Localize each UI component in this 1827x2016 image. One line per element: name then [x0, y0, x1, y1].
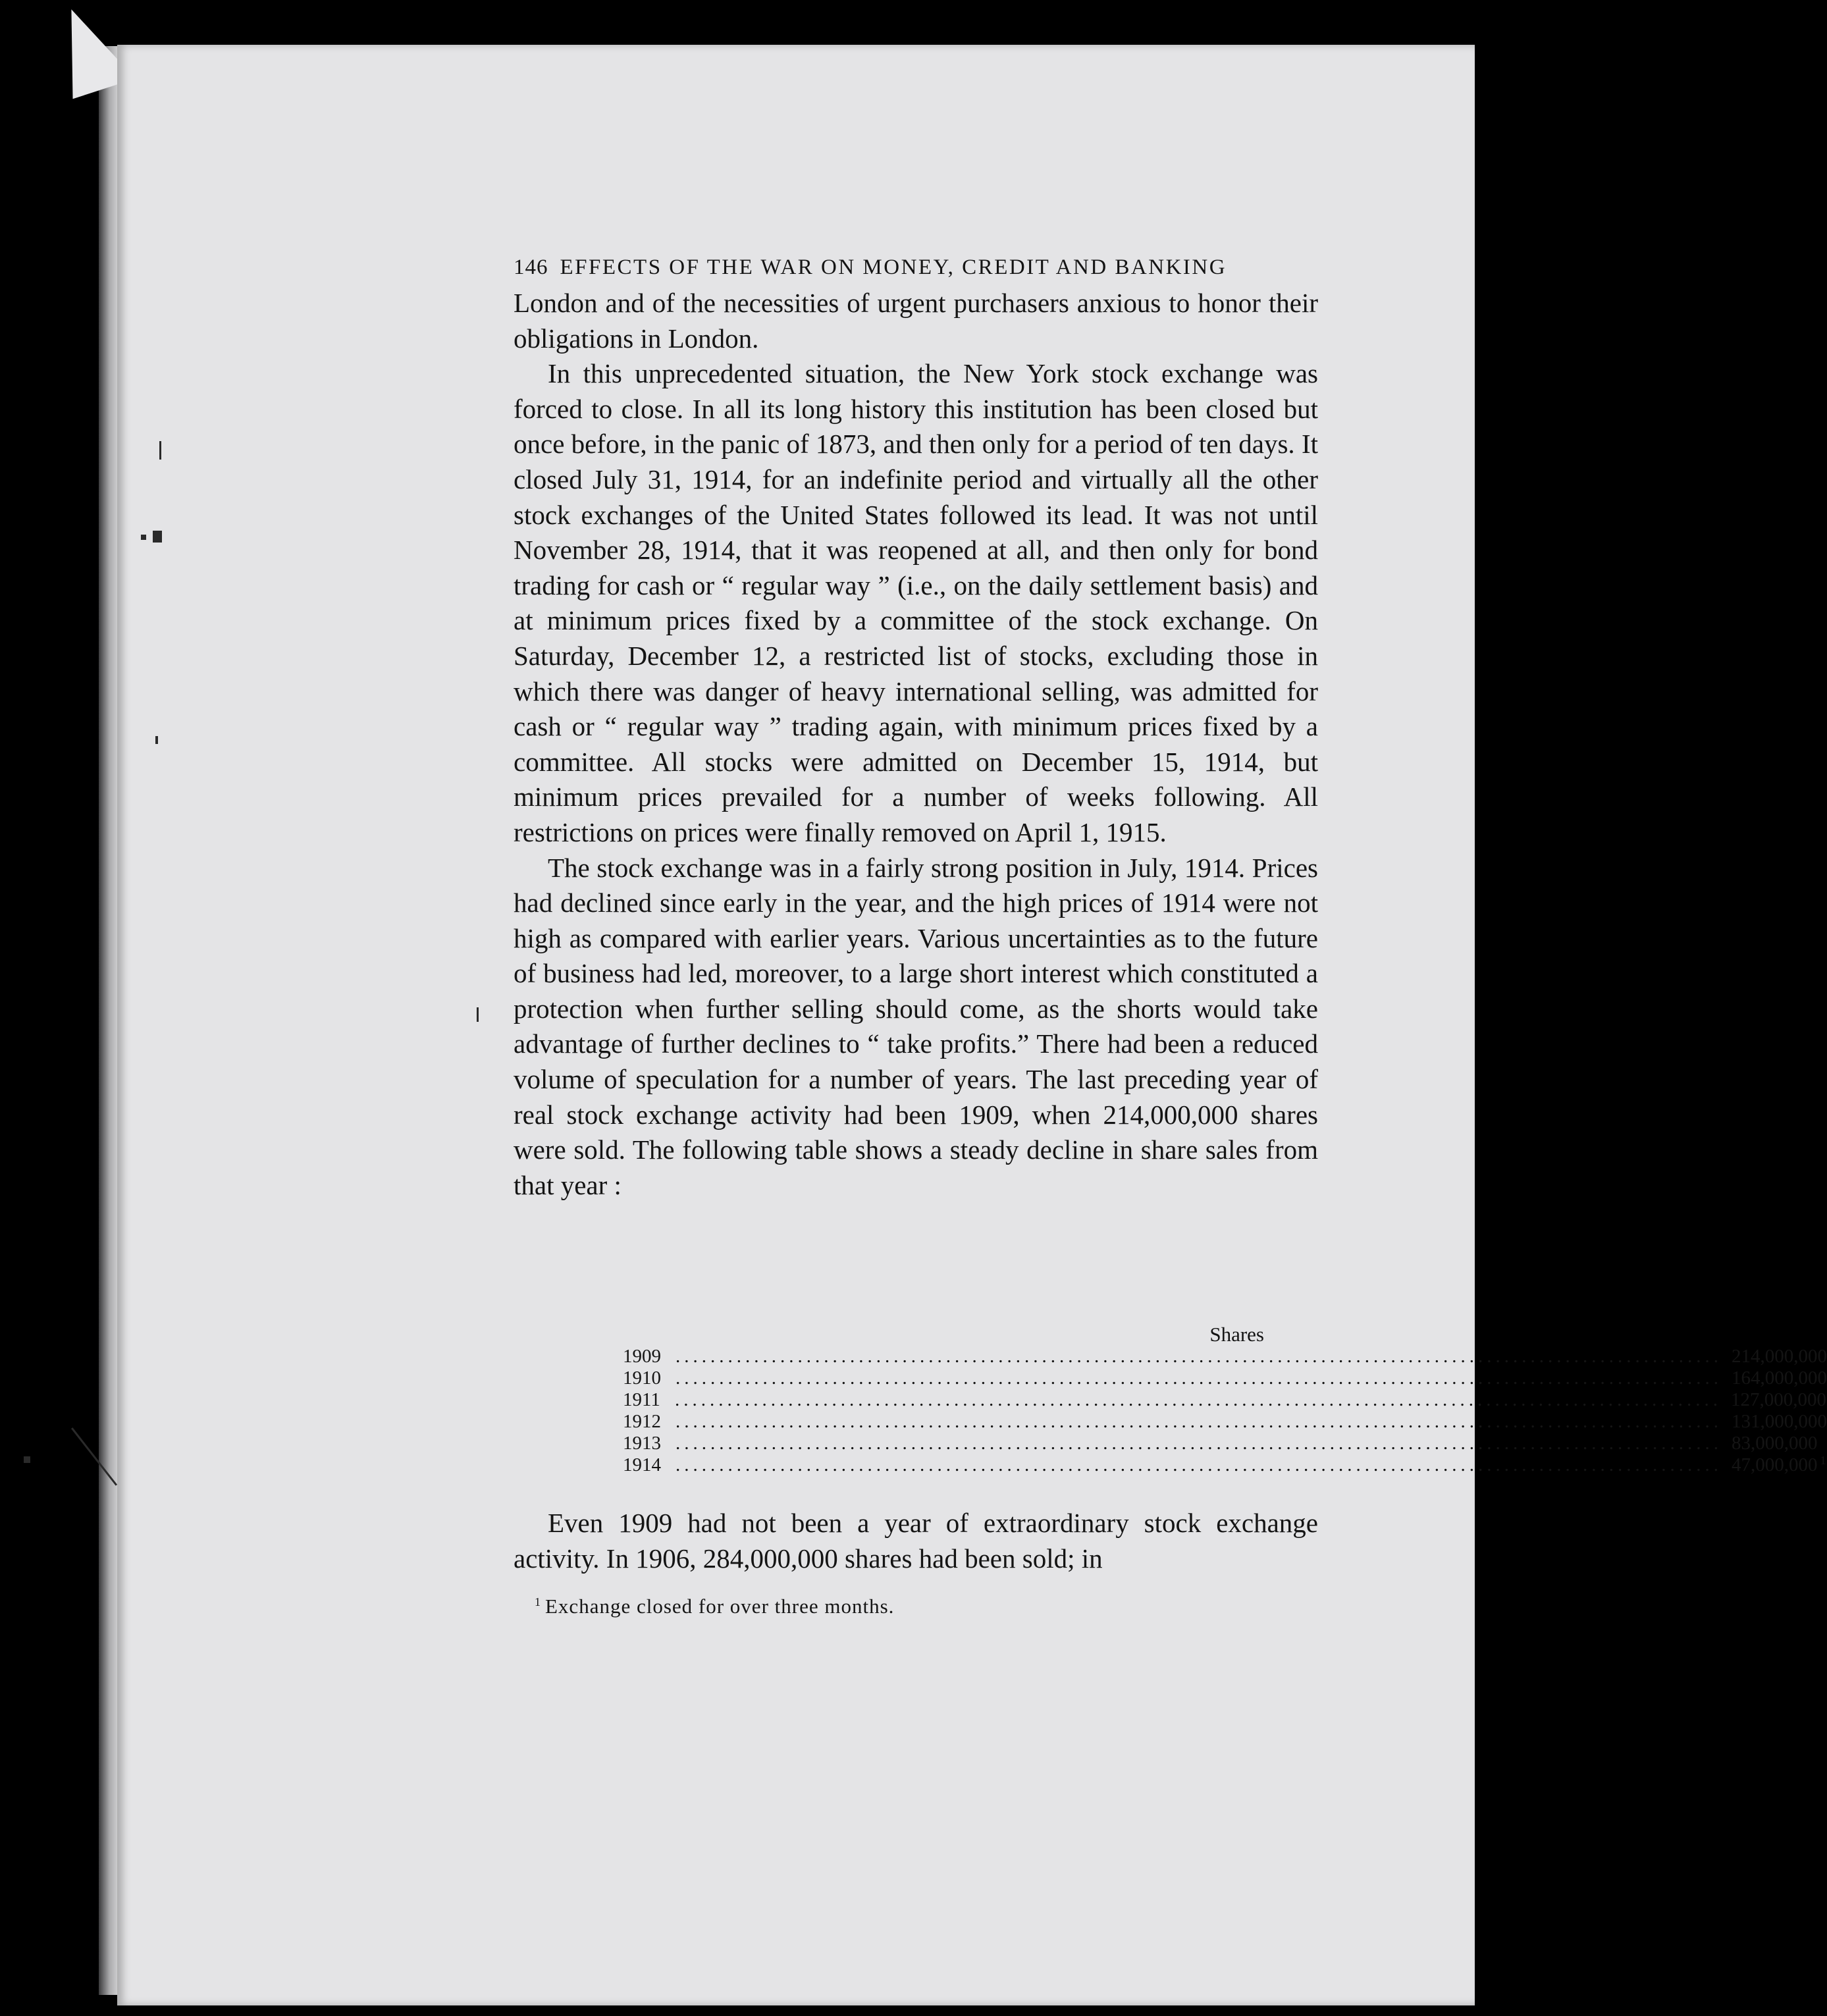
running-head — [514, 249, 1318, 286]
table-row — [514, 1367, 1827, 1389]
row-year: 1909 — [623, 1346, 661, 1367]
running-head-title: EFFECTS OF THE WAR ON MONEY, CREDIT AND BANKING — [560, 255, 1227, 279]
row-shares: 127,000,000 — [1730, 1389, 1826, 1410]
leader-dots: ........................................................................................................................ — [675, 1411, 1722, 1432]
footnote — [535, 1595, 894, 1618]
scan-speck — [24, 1456, 30, 1463]
scan-speck — [155, 736, 158, 744]
paragraph: Even 1909 had not been a year of extraordinary stock exchange activity. In 1906, 284,000,000 shares had been sold; in — [514, 1508, 1318, 1574]
table-row — [514, 1454, 1826, 1476]
scan-speck — [141, 535, 146, 540]
table-row — [514, 1433, 1818, 1454]
footnote-text: Exchange closed for over three months. — [545, 1595, 895, 1618]
paragraph: The stock exchange was in a fairly strong position in July, 1914. Prices had declined since early in the year, and the high prices of 1914 were not high as compared with earlier years. Various uncertainties as to the future of business had led, moreover, to a large short interest which constituted a protection when further selling should come, as the shorts would take advantage of further declines to “ take profits.” There had been a reduced volume of speculation for a number of years. The last preceding year of real stock exchange activity had been 1909, when 214,000,000 shares were sold. The following table shows a steady decline in share sales from that year : — [514, 852, 1318, 1200]
table-header: Shares — [1209, 1323, 1264, 1346]
leader-dots: ........................................................................................................................ — [674, 1389, 1722, 1410]
row-year: 1914 — [623, 1454, 661, 1475]
row-shares: 131,000,000 — [1732, 1411, 1827, 1432]
leader-dots: ........................................................................................................................ — [675, 1433, 1722, 1454]
paragraph: London and of the necessities of urgent purchasers anxious to honor their obligations in London. — [514, 288, 1318, 354]
scan-speck — [153, 531, 162, 543]
row-year: 1911 — [623, 1389, 660, 1410]
row-shares: 47,000,000 — [1732, 1454, 1818, 1475]
row-year: 1912 — [623, 1411, 661, 1432]
table-row — [514, 1389, 1826, 1411]
body-text-continued — [514, 1506, 1318, 1576]
leader-dots: ........................................................................................................................ — [675, 1367, 1722, 1389]
table-body — [514, 1346, 1827, 1476]
page-number: 146 — [514, 255, 548, 279]
scan-speck — [477, 1007, 479, 1022]
row-shares: 214,000,000 — [1732, 1346, 1827, 1367]
scan-speck — [159, 441, 161, 460]
row-shares: 164,000,000 — [1732, 1367, 1827, 1389]
row-footnote-marker: 1 — [1820, 1454, 1826, 1467]
share-sales-table — [514, 1323, 1827, 1476]
paragraph: In this unprecedented situation, the New York stock exchange was forced to close. In all its long history this institution has been closed but once before, in the panic of 1873, and then only for a period of ten days. It closed July 31, 1914, for an indefinite period and virtually all the other stock exchanges of the United States followed its lead. It was not until November 28, 1914, that it was reopened at all, and then only for bond trading for cash or “ regular way ” (i.e., on the daily settlement basis) and at minimum prices fixed by a committee of the stock exchange. On Saturday, December 12, a restricted list of stocks, excluding those in which there was danger of heavy international selling, was admitted for cash or “ regular way ” trading again, with minimum prices fixed by a committee. All stocks were admitted on December 15, 1914, but minimum prices prevailed for a number of weeks following. All restrictions on prices were finally removed on April 1, 1915. — [514, 358, 1318, 847]
body-text — [514, 249, 1318, 1203]
footnote-marker: 1 — [535, 1595, 541, 1608]
table-row — [514, 1411, 1827, 1433]
row-year: 1910 — [623, 1367, 661, 1389]
leader-dots: ........................................................................................................................ — [675, 1346, 1722, 1367]
row-year: 1913 — [623, 1433, 661, 1454]
row-shares: 83,000,000 — [1732, 1433, 1818, 1454]
table-row — [514, 1346, 1827, 1367]
leader-dots: ........................................................................................................................ — [675, 1454, 1722, 1475]
